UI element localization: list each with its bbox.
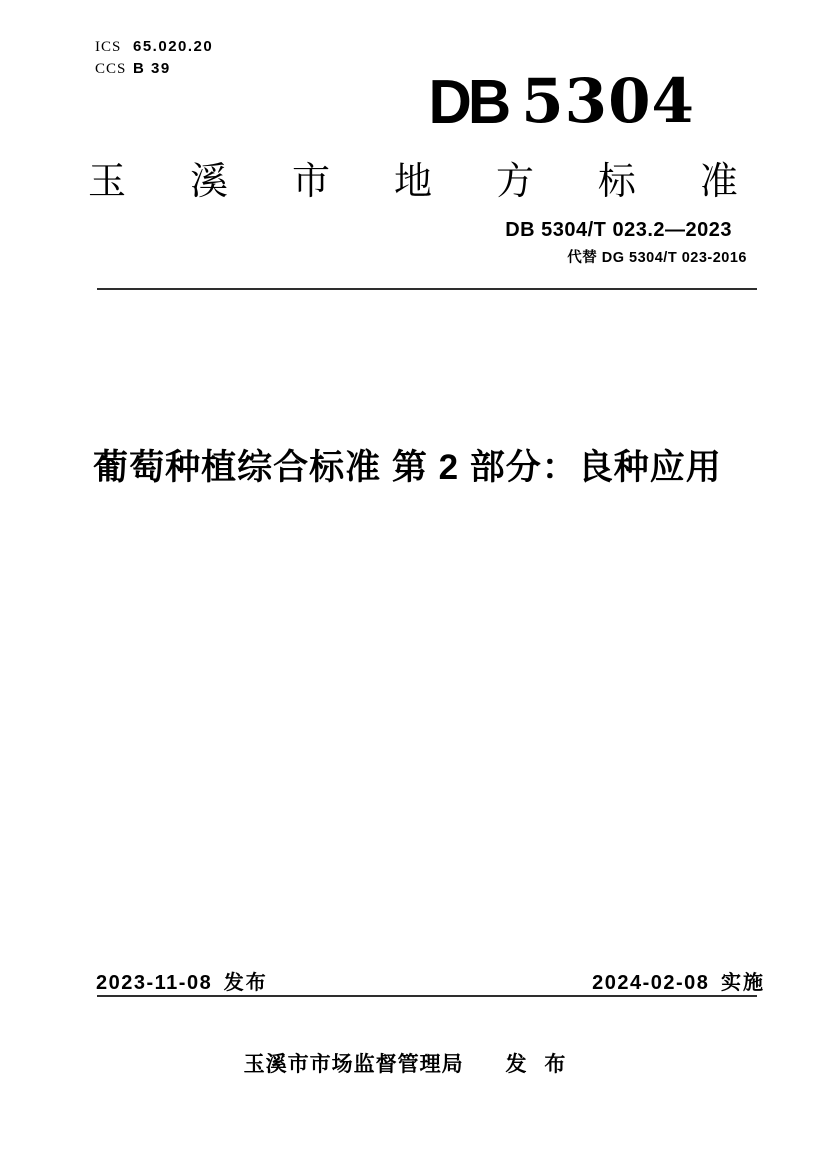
standard-name-char: 市 bbox=[291, 161, 330, 203]
footer-divider bbox=[97, 995, 757, 997]
ics-ccs-block bbox=[95, 36, 213, 80]
doc-number: DB 5304/T 023.2—2023 bbox=[505, 219, 732, 241]
implementation-date: 2024-02-08 bbox=[592, 972, 710, 994]
standard-name-char: 溪 bbox=[189, 161, 228, 203]
dates-row bbox=[96, 966, 765, 995]
ccs-label: CCS bbox=[95, 61, 127, 77]
header-divider bbox=[97, 288, 757, 290]
issue-date-block bbox=[96, 966, 268, 995]
db-logo-number: 5304 bbox=[521, 66, 695, 137]
ics-label: ICS bbox=[95, 39, 122, 55]
implementation-date-block bbox=[592, 966, 765, 995]
implementation-label: 实施 bbox=[721, 972, 765, 994]
db-logo-prefix: DB bbox=[428, 66, 508, 137]
issue-label: 发布 bbox=[223, 972, 268, 994]
document-title: 葡萄种植综合标准 第 2 部分：良种应用 bbox=[93, 448, 722, 487]
standard-name-char: 玉 bbox=[88, 161, 127, 203]
standard-name-row bbox=[88, 150, 738, 205]
standard-name-char: 准 bbox=[699, 161, 738, 203]
standard-name-char: 标 bbox=[597, 161, 636, 203]
ics-row bbox=[95, 36, 213, 58]
standard-name-char: 方 bbox=[495, 161, 534, 203]
db-logo bbox=[429, 66, 695, 137]
supersedes-note: 代替 DG 5304/T 023-2016 bbox=[567, 250, 747, 266]
issue-date: 2023-11-08 bbox=[96, 972, 213, 994]
ics-value: 65.020.20 bbox=[133, 38, 214, 55]
ccs-value: B 39 bbox=[133, 60, 171, 77]
publisher-row bbox=[0, 1048, 815, 1078]
standard-name-char: 地 bbox=[393, 161, 432, 203]
publisher-name: 玉溪市市场监督管理局 bbox=[243, 1053, 464, 1076]
ccs-row bbox=[95, 58, 213, 80]
publish-action-label: 发 布 bbox=[505, 1053, 572, 1076]
